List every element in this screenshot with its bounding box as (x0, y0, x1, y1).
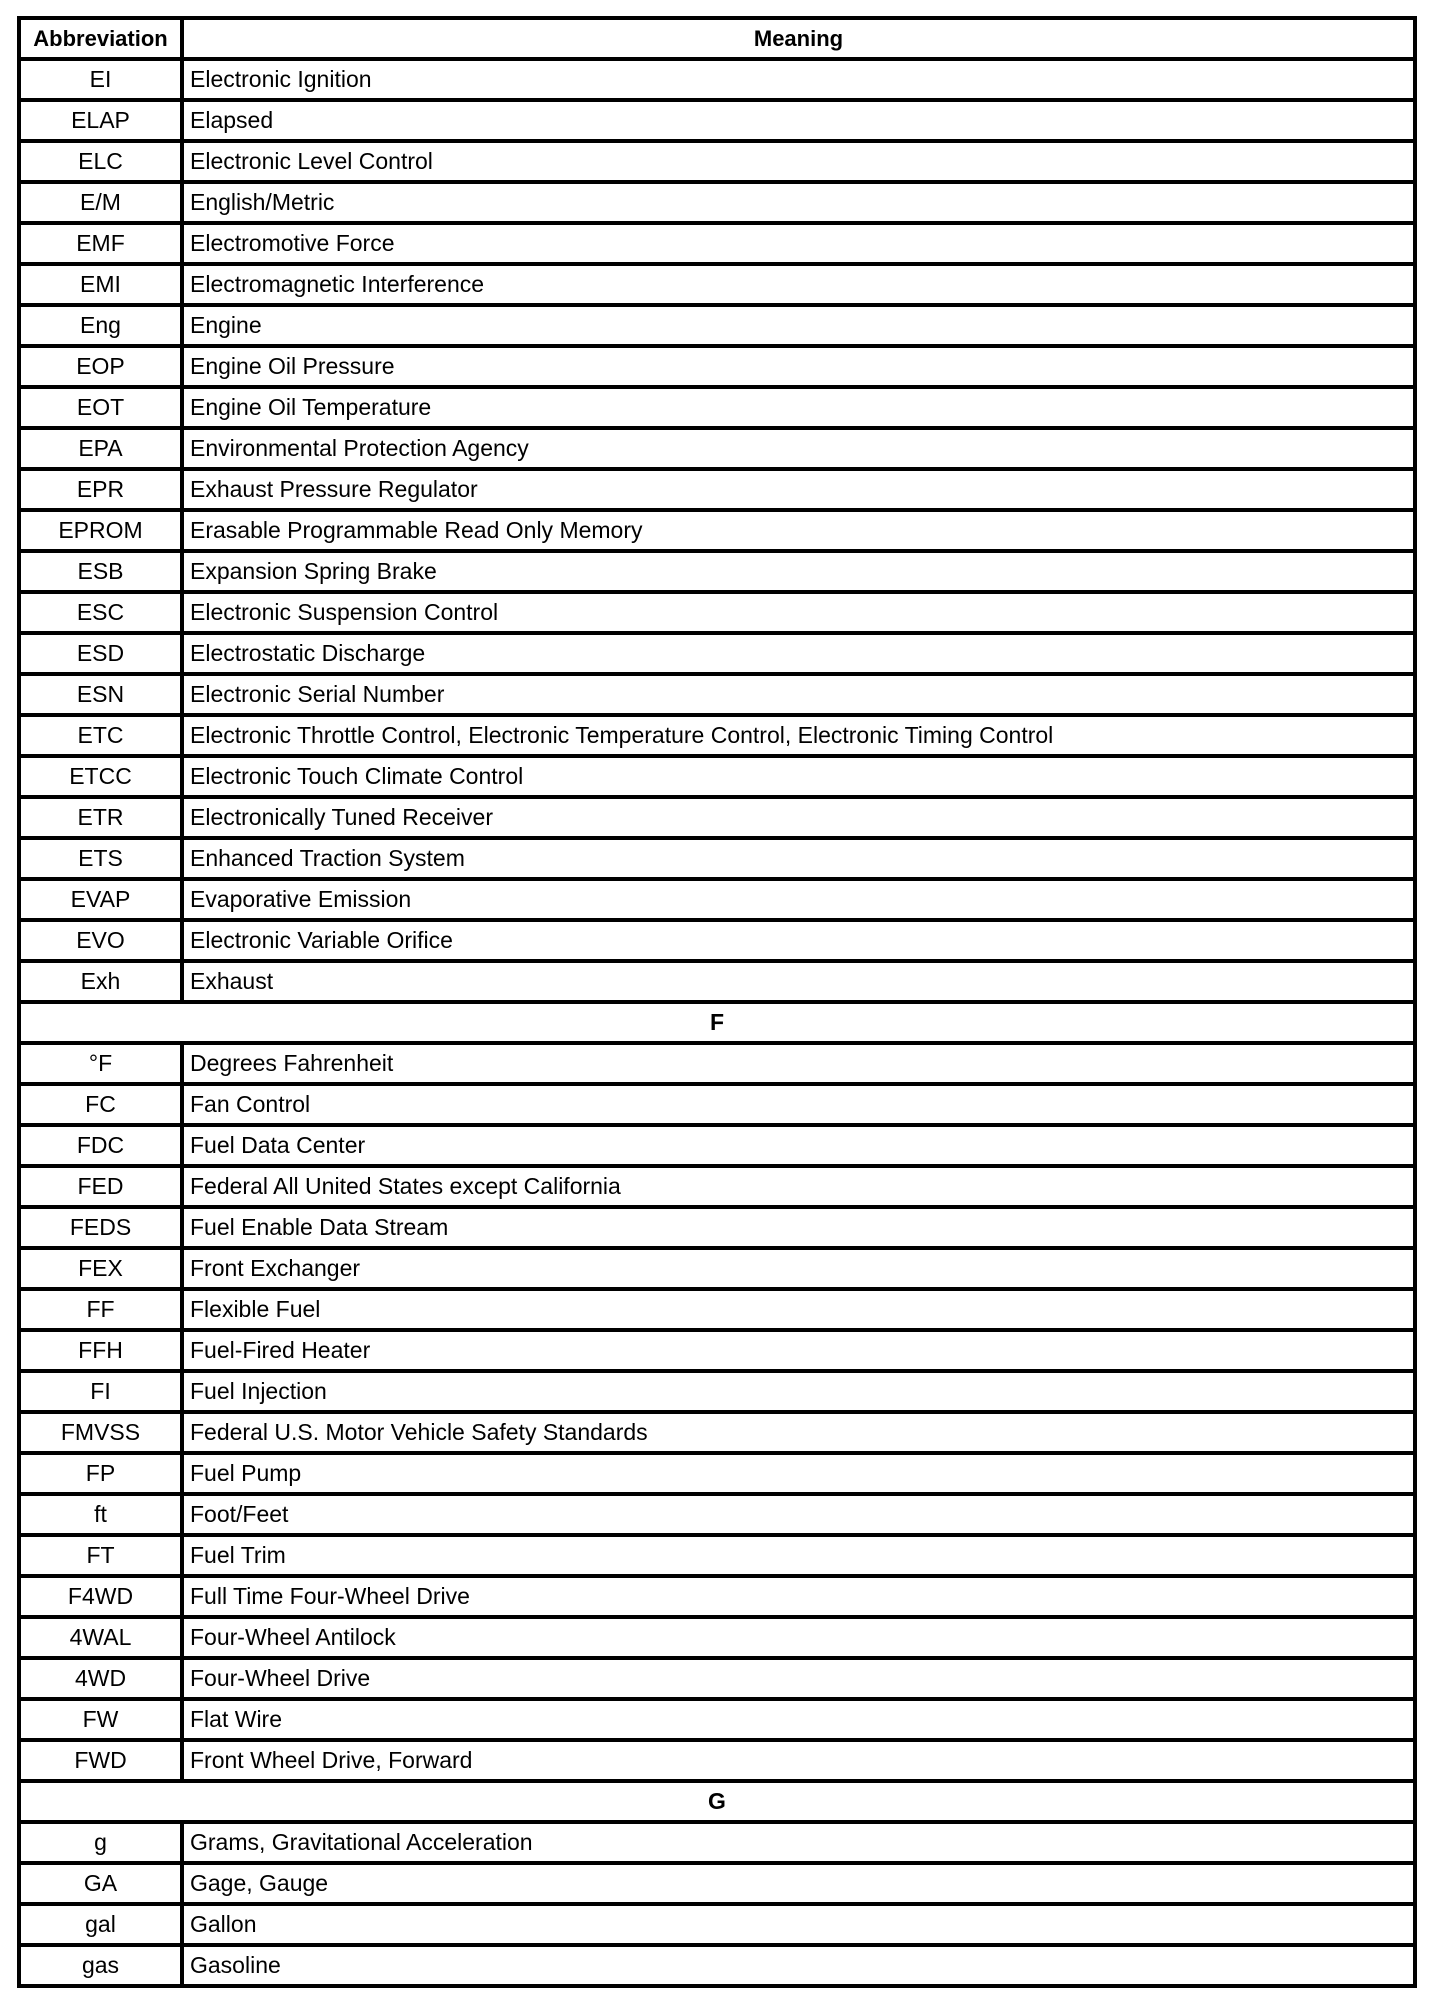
table-row (19, 346, 1415, 387)
meaning-cell: Gallon (182, 1904, 1415, 1945)
meaning-cell: Electronic Level Control (182, 141, 1415, 182)
table-row (19, 1166, 1415, 1207)
meaning-cell: Elapsed (182, 100, 1415, 141)
abbreviation-cell: gal (19, 1904, 182, 1945)
table-row (19, 592, 1415, 633)
meaning-cell: Four-Wheel Drive (182, 1658, 1415, 1699)
abbreviation-cell: FFH (19, 1330, 182, 1371)
meaning-cell: Flexible Fuel (182, 1289, 1415, 1330)
table-row (19, 1207, 1415, 1248)
abbreviation-cell: FMVSS (19, 1412, 182, 1453)
abbreviation-cell: ELC (19, 141, 182, 182)
abbreviation-cell: ELAP (19, 100, 182, 141)
abbreviation-cell: g (19, 1822, 182, 1863)
table-row (19, 551, 1415, 592)
meaning-cell: Electronically Tuned Receiver (182, 797, 1415, 838)
meaning-cell: Electronic Touch Climate Control (182, 756, 1415, 797)
table-row (19, 469, 1415, 510)
meaning-cell: Electromotive Force (182, 223, 1415, 264)
table-row (19, 838, 1415, 879)
abbreviation-cell: FWD (19, 1740, 182, 1781)
abbreviation-cell: FEX (19, 1248, 182, 1289)
abbreviation-cell: FT (19, 1535, 182, 1576)
meaning-cell: Engine Oil Temperature (182, 387, 1415, 428)
table-row (19, 428, 1415, 469)
abbreviation-cell: EMF (19, 223, 182, 264)
table-row (19, 1863, 1415, 1904)
meaning-cell: Fuel Pump (182, 1453, 1415, 1494)
meaning-column-header: Meaning (182, 18, 1415, 59)
abbreviation-cell: FED (19, 1166, 182, 1207)
abbreviation-cell: FC (19, 1084, 182, 1125)
section-header-row (19, 1002, 1415, 1043)
abbreviation-cell: Eng (19, 305, 182, 346)
meaning-cell: Electronic Throttle Control, Electronic Temperature Control, Electronic Timing Control (182, 715, 1415, 756)
meaning-cell: Fuel Injection (182, 1371, 1415, 1412)
meaning-cell: Federal All United States except California (182, 1166, 1415, 1207)
table-row (19, 674, 1415, 715)
meaning-cell: Electronic Suspension Control (182, 592, 1415, 633)
abbreviation-cell: EVO (19, 920, 182, 961)
table-row (19, 223, 1415, 264)
abbreviation-cell: EVAP (19, 879, 182, 920)
table-row (19, 1945, 1415, 1986)
abbreviation-cell: EMI (19, 264, 182, 305)
abbreviation-cell: F4WD (19, 1576, 182, 1617)
abbreviation-cell: EOP (19, 346, 182, 387)
section-header-row (19, 1781, 1415, 1822)
table-row (19, 1576, 1415, 1617)
abbreviation-cell: ESN (19, 674, 182, 715)
abbreviation-cell: E/M (19, 182, 182, 223)
abbreviation-cell: GA (19, 1863, 182, 1904)
section-letter: F (19, 1002, 1415, 1043)
abbreviation-cell: ETCC (19, 756, 182, 797)
meaning-cell: Exhaust Pressure Regulator (182, 469, 1415, 510)
meaning-cell: Environmental Protection Agency (182, 428, 1415, 469)
table-body (19, 59, 1415, 1986)
table-row (19, 1822, 1415, 1863)
meaning-cell: Gage, Gauge (182, 1863, 1415, 1904)
abbreviation-cell: ETS (19, 838, 182, 879)
meaning-cell: Federal U.S. Motor Vehicle Safety Standards (182, 1412, 1415, 1453)
table-row (19, 1412, 1415, 1453)
meaning-cell: Expansion Spring Brake (182, 551, 1415, 592)
table-row (19, 264, 1415, 305)
meaning-cell: Four-Wheel Antilock (182, 1617, 1415, 1658)
table-row (19, 1248, 1415, 1289)
meaning-cell: Gasoline (182, 1945, 1415, 1986)
table-row (19, 633, 1415, 674)
meaning-cell: Fuel Trim (182, 1535, 1415, 1576)
table-row (19, 387, 1415, 428)
meaning-cell: Full Time Four-Wheel Drive (182, 1576, 1415, 1617)
abbreviation-cell: ETR (19, 797, 182, 838)
meaning-cell: Foot/Feet (182, 1494, 1415, 1535)
abbreviation-cell: FF (19, 1289, 182, 1330)
meaning-cell: Electromagnetic Interference (182, 264, 1415, 305)
table-row (19, 1289, 1415, 1330)
meaning-cell: English/Metric (182, 182, 1415, 223)
abbreviation-cell: ESB (19, 551, 182, 592)
table-row (19, 1535, 1415, 1576)
table-row (19, 1658, 1415, 1699)
meaning-cell: Electronic Ignition (182, 59, 1415, 100)
table-row (19, 305, 1415, 346)
abbreviation-cell: ETC (19, 715, 182, 756)
abbreviation-cell: 4WAL (19, 1617, 182, 1658)
abbreviation-cell: FP (19, 1453, 182, 1494)
meaning-cell: Engine Oil Pressure (182, 346, 1415, 387)
table-row (19, 961, 1415, 1002)
table-row (19, 510, 1415, 551)
table-row (19, 1904, 1415, 1945)
meaning-cell: Electronic Serial Number (182, 674, 1415, 715)
table-row (19, 1330, 1415, 1371)
abbreviation-cell: FEDS (19, 1207, 182, 1248)
meaning-cell: Engine (182, 305, 1415, 346)
table-row (19, 756, 1415, 797)
table-row (19, 1125, 1415, 1166)
table-row (19, 1617, 1415, 1658)
meaning-cell: Grams, Gravitational Acceleration (182, 1822, 1415, 1863)
abbreviation-cell: EPROM (19, 510, 182, 551)
meaning-cell: Front Exchanger (182, 1248, 1415, 1289)
meaning-cell: Flat Wire (182, 1699, 1415, 1740)
abbreviation-cell: gas (19, 1945, 182, 1986)
meaning-cell: Enhanced Traction System (182, 838, 1415, 879)
table-row (19, 920, 1415, 961)
meaning-cell: Fuel-Fired Heater (182, 1330, 1415, 1371)
meaning-cell: Exhaust (182, 961, 1415, 1002)
table-row (19, 1699, 1415, 1740)
table-row (19, 59, 1415, 100)
abbreviation-column-header: Abbreviation (19, 18, 182, 59)
table-row (19, 1043, 1415, 1084)
abbreviation-cell: Exh (19, 961, 182, 1002)
section-letter: G (19, 1781, 1415, 1822)
table-row (19, 100, 1415, 141)
abbreviation-table (17, 16, 1417, 1988)
table-row (19, 1084, 1415, 1125)
table-header-row (19, 18, 1415, 59)
table-row (19, 1453, 1415, 1494)
table-row (19, 797, 1415, 838)
abbreviation-cell: °F (19, 1043, 182, 1084)
meaning-cell: Evaporative Emission (182, 879, 1415, 920)
table-row (19, 1494, 1415, 1535)
table-row (19, 1740, 1415, 1781)
abbreviation-cell: EPA (19, 428, 182, 469)
meaning-cell: Fuel Data Center (182, 1125, 1415, 1166)
abbreviation-cell: 4WD (19, 1658, 182, 1699)
abbreviation-cell: FI (19, 1371, 182, 1412)
meaning-cell: Fuel Enable Data Stream (182, 1207, 1415, 1248)
abbreviation-cell: ft (19, 1494, 182, 1535)
abbreviation-cell: EI (19, 59, 182, 100)
table-row (19, 715, 1415, 756)
abbreviation-cell: EPR (19, 469, 182, 510)
table-row (19, 1371, 1415, 1412)
meaning-cell: Front Wheel Drive, Forward (182, 1740, 1415, 1781)
table-row (19, 141, 1415, 182)
meaning-cell: Erasable Programmable Read Only Memory (182, 510, 1415, 551)
abbreviation-cell: FDC (19, 1125, 182, 1166)
abbreviation-cell: ESD (19, 633, 182, 674)
meaning-cell: Fan Control (182, 1084, 1415, 1125)
table-row (19, 182, 1415, 223)
meaning-cell: Electronic Variable Orifice (182, 920, 1415, 961)
meaning-cell: Degrees Fahrenheit (182, 1043, 1415, 1084)
abbreviation-cell: FW (19, 1699, 182, 1740)
table-row (19, 879, 1415, 920)
abbreviation-cell: EOT (19, 387, 182, 428)
abbreviation-cell: ESC (19, 592, 182, 633)
meaning-cell: Electrostatic Discharge (182, 633, 1415, 674)
